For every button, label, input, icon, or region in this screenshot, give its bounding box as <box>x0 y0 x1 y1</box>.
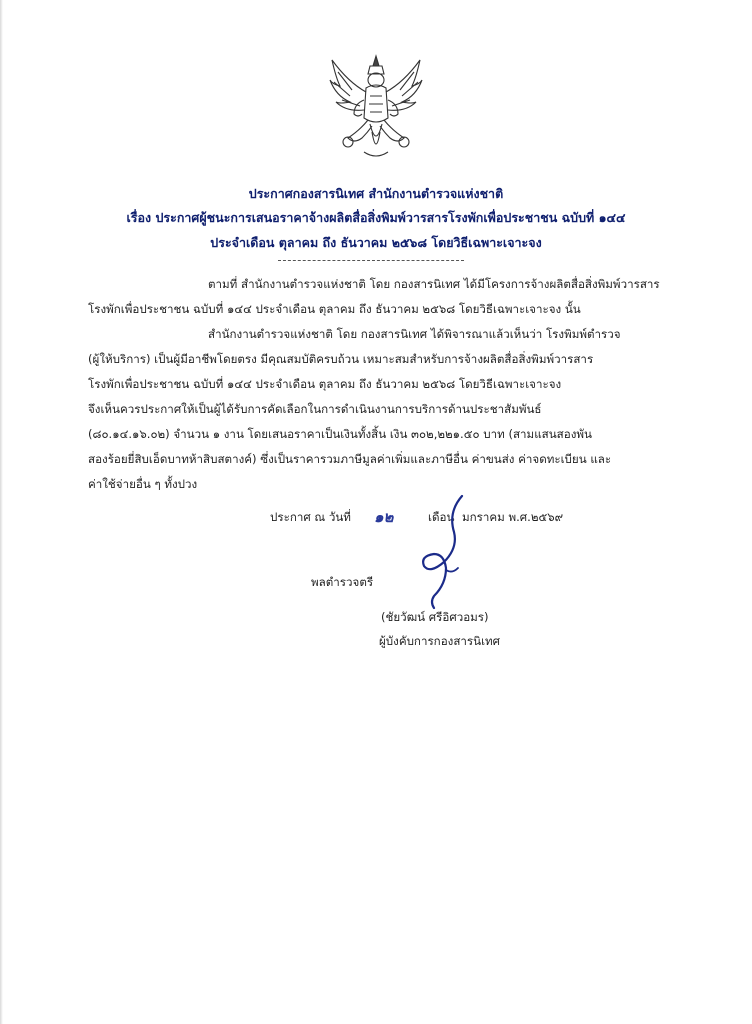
body-line: สำนักงานตำรวจแห่งชาติ โดย กองสารนิเทศ ได้พิจารณาแล้วเห็นว่า โรงพิมพ์ตำรวจ <box>208 327 621 341</box>
signer-title: ผู้บังคับการกองสารนิเทศ <box>379 634 501 648</box>
body-line: สองร้อยยี่สิบเอ็ดบาทห้าสิบสตางค์) ซึ่งเป็นราคารวมภาษีมูลค่าเพิ่มและภาษีอื่น ค่าขนส่ง ค่าจดทะเบียน และ <box>88 452 612 466</box>
announce-month-label: เดือน <box>428 510 455 524</box>
page-edge <box>0 0 3 1024</box>
signer-rank: พลตำรวจตรี <box>311 575 374 589</box>
announce-month-year: มกราคม พ.ศ.๒๕๖๙ <box>462 510 564 524</box>
body-line: (๘๐.๑๔.๑๖.๐๒) จำนวน ๑ งาน โดยเสนอราคาเป็นเงินทั้งสิ้น เงิน ๓๐๒,๒๒๑.๕๐ บาท (สามแสนสองพัน <box>88 427 592 441</box>
body-line: จึงเห็นควรประกาศให้เป็นผู้ได้รับการคัดเลือกในการดำเนินงานการบริการด้านประชาสัมพันธ์ <box>88 402 542 416</box>
body-line: โรงพักเพื่อประชาชน ฉบับที่ ๑๔๔ ประจำเดือน ตุลาคม ถึง ธันวาคม ๒๕๖๘ โดยวิธีเฉพาะเจาะจง <box>88 377 562 391</box>
doc-heading-line-1: ประกาศกองสารนิเทศ สำนักงานตำรวจแห่งชาติ <box>248 186 504 201</box>
body-line: โรงพักเพื่อประชาชน ฉบับที่ ๑๔๔ ประจำเดือน ตุลาคม ถึง ธันวาคม ๒๕๖๘ โดยวิธีเฉพาะเจาะจง นั้น <box>88 302 581 316</box>
doc-heading-line-3: ประจำเดือน ตุลาคม ถึง ธันวาคม ๒๕๖๘ โดยวิธีเฉพาะเจาะจง <box>210 235 542 250</box>
announce-label: ประกาศ ณ วันที่ <box>270 510 351 524</box>
doc-heading-line-2: เรื่อง ประกาศผู้ชนะการเสนอราคาจ้างผลิตสื่อสิ่งพิมพ์วารสารโรงพักเพื่อประชาชน ฉบับที่ ๑๔๔ <box>126 210 626 225</box>
body-line: (ผู้ให้บริการ) เป็นผู้มีอาชีพโดยตรง มีคุณสมบัติครบถ้วน เหมาะสมสำหรับการจ้างผลิตสื่อสิ่งพิมพ์วารสาร <box>88 352 594 366</box>
body-line: ค่าใช้จ่ายอื่น ๆ ทั้งปวง <box>88 477 198 491</box>
announce-day: ๑๒ <box>374 508 394 526</box>
signer-name: (ชัยวัฒน์ ศรีอิศวอมร) <box>381 610 489 624</box>
heading-divider <box>278 260 464 261</box>
handwritten-signature-icon <box>400 492 480 610</box>
body-line: ตามที่ สำนักงานตำรวจแห่งชาติ โดย กองสารนิเทศ ได้มีโครงการจ้างผลิตสื่อสิ่งพิมพ์วารสาร <box>208 277 660 291</box>
garuda-emblem-icon <box>326 52 426 162</box>
